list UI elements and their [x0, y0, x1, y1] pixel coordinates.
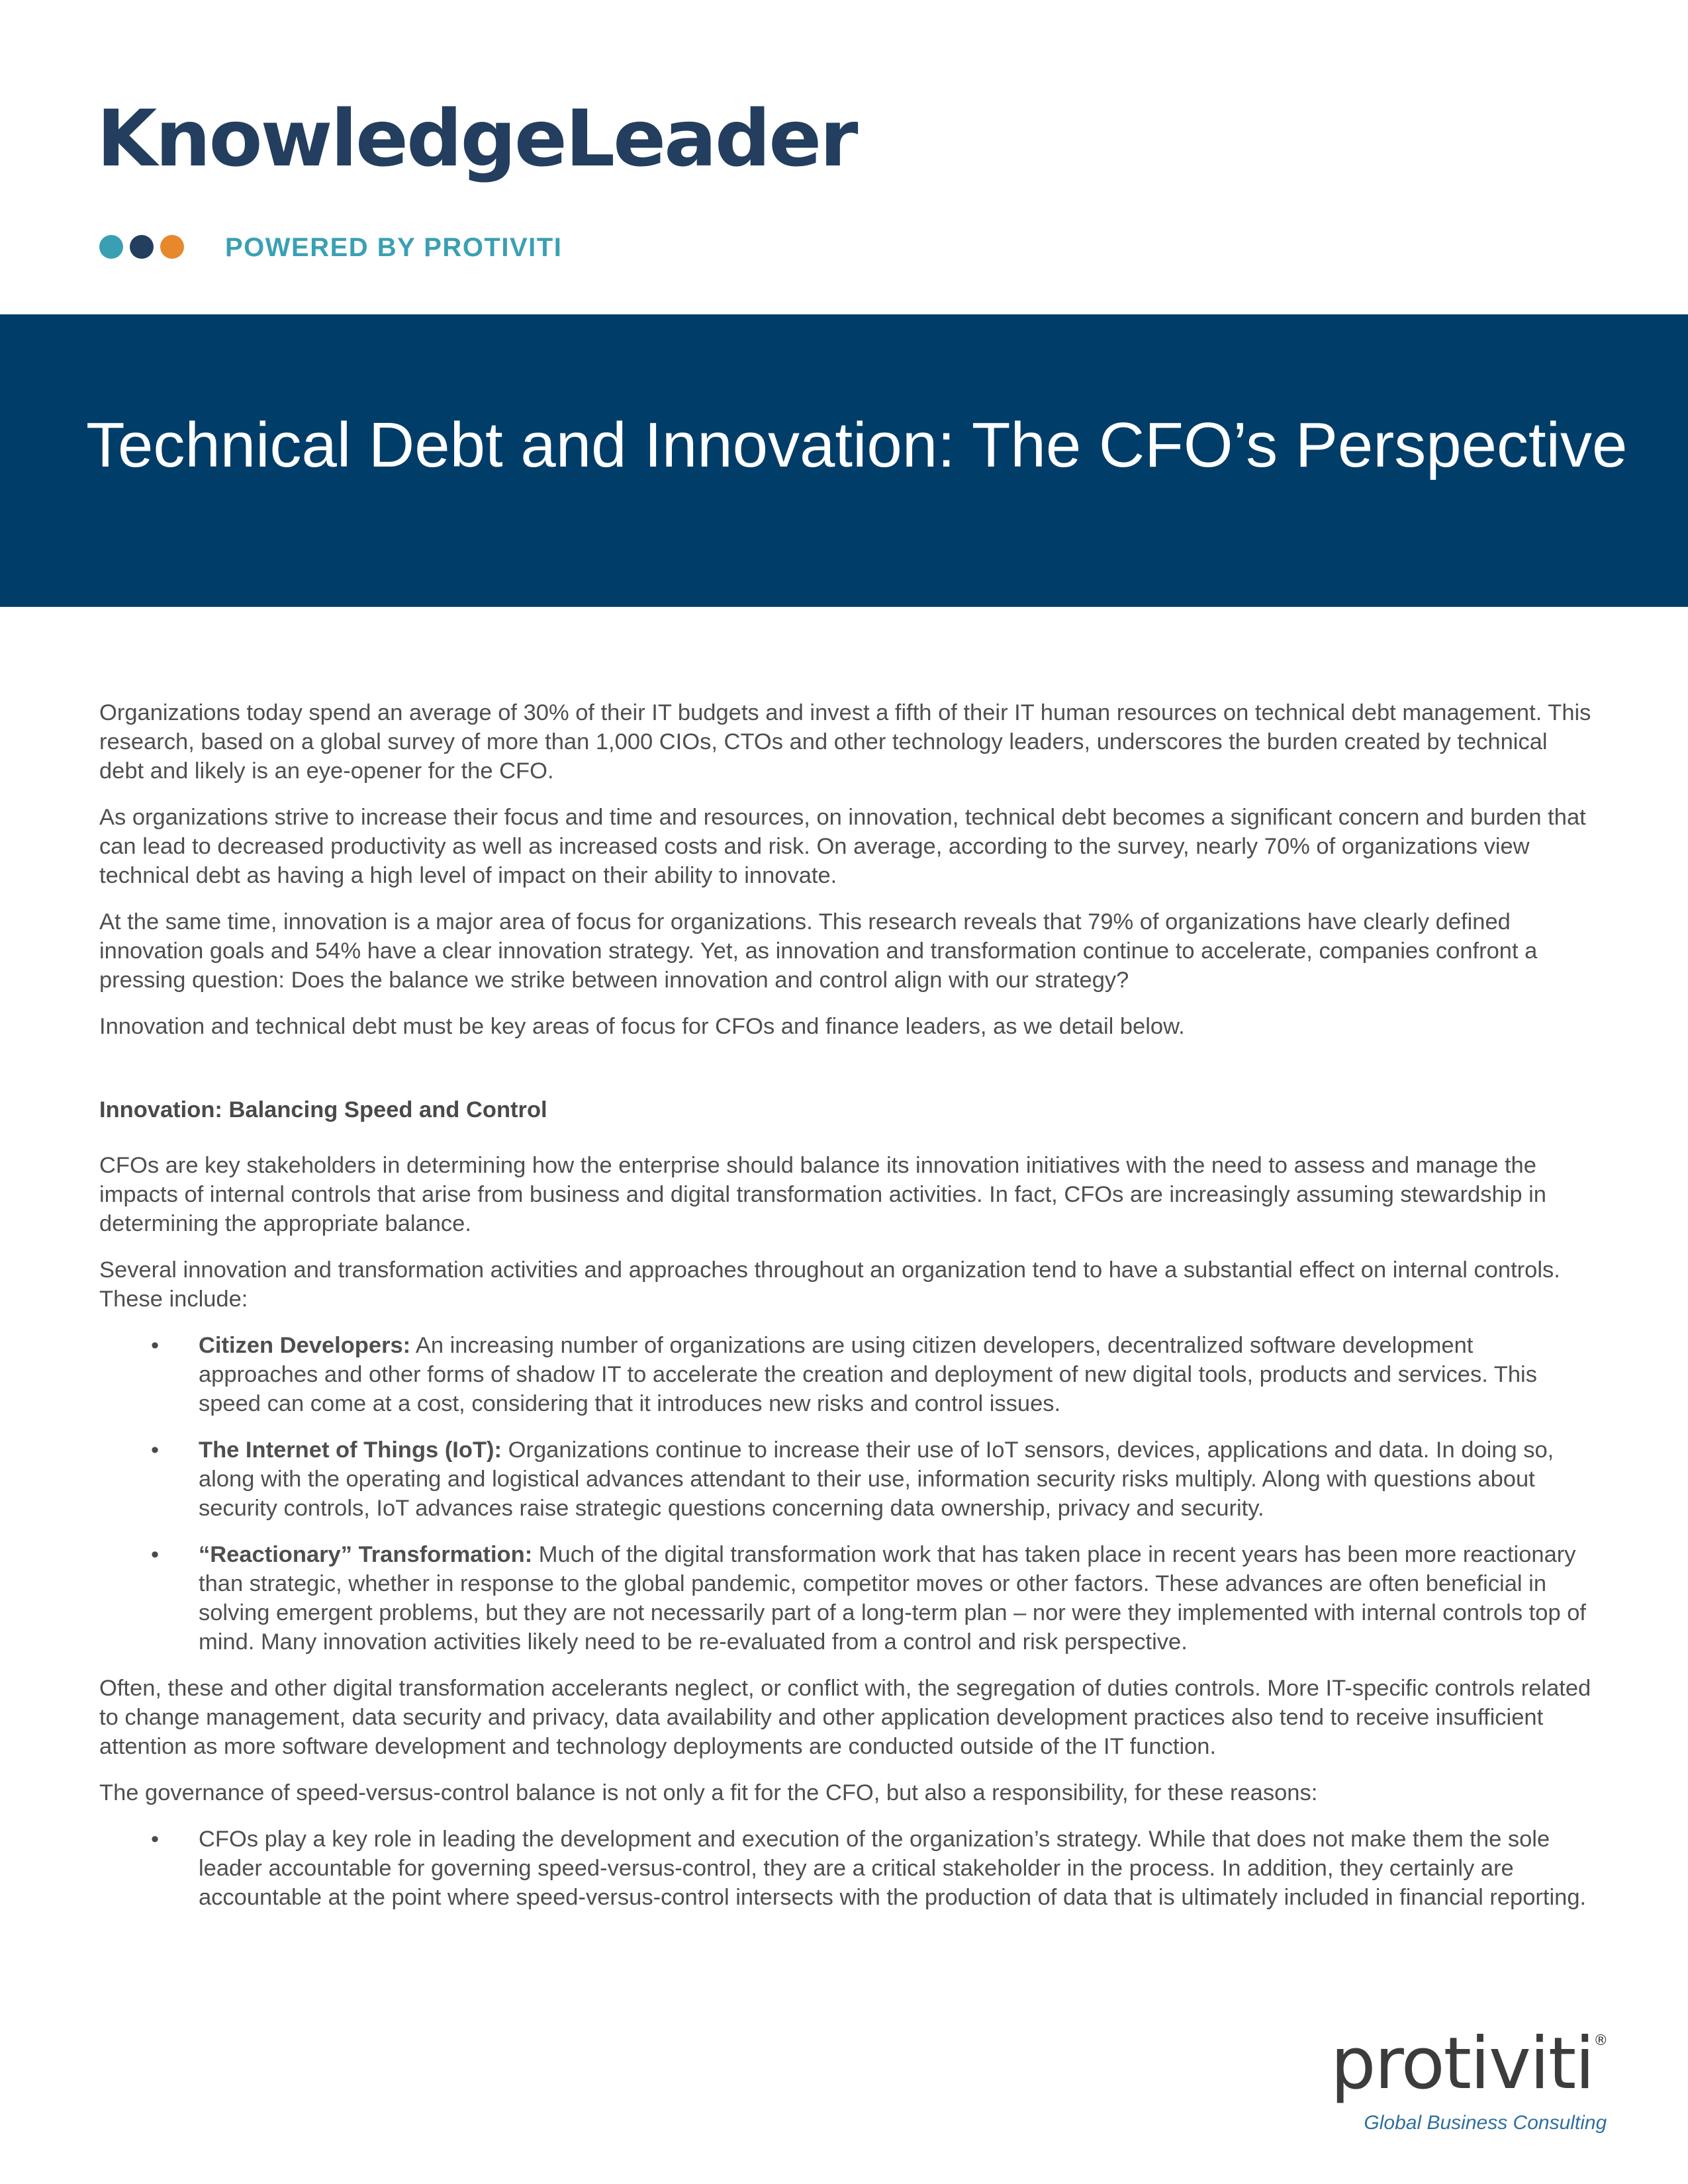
intro-paragraph: Innovation and technical debt must be key areas of focus for CFOs and finance leaders, as we detail below.	[99, 1014, 1185, 1039]
section-paragraph: Several innovation and transformation activities and approaches throughout an organization tend to have a substantial effect on internal controls. These include:	[99, 1257, 1560, 1312]
article-body	[99, 698, 1595, 1929]
protiviti-tagline: Global Business Consulting	[1364, 2112, 1607, 2134]
body-paragraph: The governance of speed-versus-control balance is not only a fit for the CFO, but also a responsibility, for these reasons:	[99, 1780, 1318, 1805]
bullet-text: Organizations continue to increase their use of IoT sensors, devices, applications and data. In doing so, along with the operating and logistical advances attendant to their use, information security risks multiply. Along with questions about security controls, IoT advances raise strategic questions concerning data ownership, privacy and security.	[199, 1437, 1554, 1521]
brand-dots	[99, 235, 184, 259]
protiviti-wordmark: protiviti®	[1331, 2023, 1607, 2105]
title-banner	[0, 314, 1688, 607]
brand-dot-orange	[160, 235, 184, 259]
brand-dot-navy	[130, 235, 154, 259]
bullet-term: Citizen Developers:	[199, 1333, 411, 1358]
body-paragraph: Often, these and other digital transformation accelerants neglect, or conflict with, the segregation of duties controls. More IT-specific controls related to change management, data security and privacy, data availability and other application development practices also tend to receive insufficient attention as more software development and technology deployments are conducted outside of the IT function.	[99, 1676, 1591, 1759]
page-title: Technical Debt and Innovation: The CFO’s Perspective	[86, 410, 1628, 480]
list-item	[99, 1825, 1595, 1912]
intro-paragraph: At the same time, innovation is a major area of focus for organizations. This research reveals that 79% of organizations have clearly defined innovation goals and 54% have a clear innovation strategy. Yet, as innovation and transformation continue to accelerate, companies confront a pressing question: Does the balance we strike between innovation and control align with our strategy?	[99, 909, 1538, 993]
knowledgeleader-logo: KnowledgeLeader	[97, 93, 857, 184]
section-heading: Innovation: Balancing Speed and Control	[99, 1097, 547, 1122]
list-item	[99, 1435, 1595, 1523]
bullet-term: “Reactionary” Transformation:	[199, 1542, 533, 1567]
list-item	[99, 1331, 1595, 1418]
list-item	[99, 1540, 1595, 1657]
activities-list	[99, 1331, 1595, 1657]
reasons-list	[99, 1825, 1595, 1912]
powered-by-label: POWERED BY PROTIVITI	[225, 233, 563, 262]
section-paragraph: CFOs are key stakeholders in determining how the enterprise should balance its innovation initiatives with the need to assess and manage the impacts of internal controls that arise from business and digital transformation activities. In fact, CFOs are increasingly assuming stewardship in determining the appropriate balance.	[99, 1153, 1546, 1236]
intro-paragraph: Organizations today spend an average of 30% of their IT budgets and invest a fifth of their IT human resources on technical debt management. This research, based on a global survey of more than 1,000 CIOs, CTOs and other technology leaders, underscores the burden created by technical debt and likely is an eye-opener for the CFO.	[99, 700, 1591, 784]
bullet-text: An increasing number of organizations are using citizen developers, decentralized software development approaches and other forms of shadow IT to accelerate the creation and deployment of new digital tools, products and services. This speed can come at a cost, considering that it introduces new risks and control issues.	[199, 1333, 1537, 1416]
protiviti-logo	[1331, 2023, 1607, 2134]
bullet-text: CFOs play a key role in leading the development and execution of the organization’s strategy. While that does not make them the sole leader accountable for governing speed-versus-control, they are a critical stakeholder in the process. In addition, they certainly are accountable at the point where speed-versus-control intersects with the production of data that is ultimately included in financial reporting.	[199, 1827, 1587, 1910]
bullet-term: The Internet of Things (IoT):	[199, 1437, 502, 1463]
intro-paragraph: As organizations strive to increase their focus and time and resources, on innovation, technical debt becomes a significant concern and burden that can lead to decreased productivity as well as increased costs and risk. On average, according to the survey, nearly 70% of organizations view technical debt as having a high level of impact on their ability to innovate.	[99, 805, 1586, 888]
brand-dot-teal	[99, 235, 123, 259]
bullet-text: Much of the digital transformation work that has taken place in recent years has been more reactionary than strategic, whether in response to the global pandemic, competitor moves or other factors. These advances are often beneficial in solving emergent problems, but they are not necessarily part of a long-term plan – nor were they implemented with internal controls top of mind. Many innovation activities likely need to be re-evaluated from a control and risk perspective.	[199, 1542, 1586, 1655]
